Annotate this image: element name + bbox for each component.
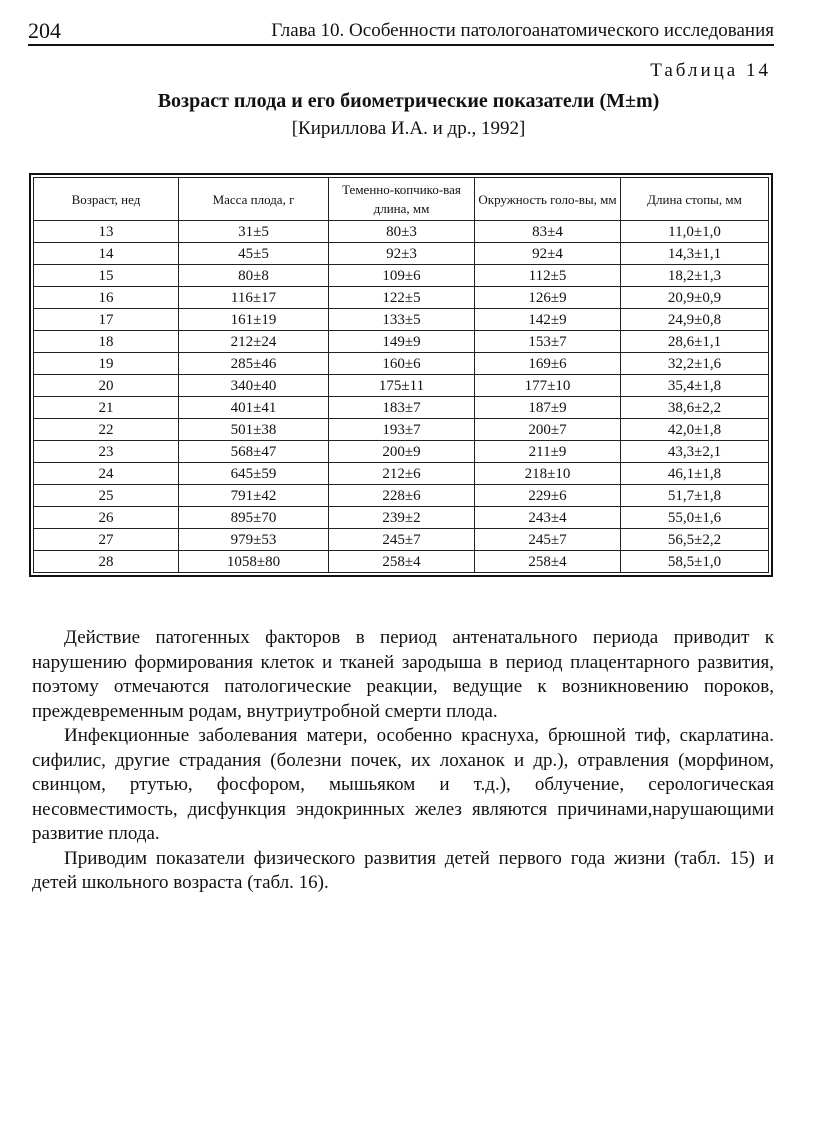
table-row bbox=[34, 375, 769, 397]
cell-crown-rump: 212±6 bbox=[329, 463, 475, 485]
cell-age: 28 bbox=[34, 551, 179, 573]
cell-age: 21 bbox=[34, 397, 179, 419]
cell-foot-length: 43,3±2,1 bbox=[621, 441, 769, 463]
table-row bbox=[34, 419, 769, 441]
cell-head-circumference: 177±10 bbox=[475, 375, 621, 397]
table-row bbox=[34, 441, 769, 463]
biometric-table-frame bbox=[29, 173, 773, 577]
table-row bbox=[34, 397, 769, 419]
table-row bbox=[34, 463, 769, 485]
cell-crown-rump: 133±5 bbox=[329, 309, 475, 331]
table-row bbox=[34, 287, 769, 309]
cell-mass: 212±24 bbox=[179, 331, 329, 353]
table-row bbox=[34, 309, 769, 331]
cell-age: 23 bbox=[34, 441, 179, 463]
cell-crown-rump: 92±3 bbox=[329, 243, 475, 265]
cell-head-circumference: 112±5 bbox=[475, 265, 621, 287]
column-header-age: Возраст, нед bbox=[34, 178, 179, 221]
page-header bbox=[28, 14, 774, 46]
table-row bbox=[34, 243, 769, 265]
cell-head-circumference: 258±4 bbox=[475, 551, 621, 573]
cell-head-circumference: 211±9 bbox=[475, 441, 621, 463]
cell-crown-rump: 122±5 bbox=[329, 287, 475, 309]
cell-head-circumference: 169±6 bbox=[475, 353, 621, 375]
cell-age: 16 bbox=[34, 287, 179, 309]
cell-crown-rump: 258±4 bbox=[329, 551, 475, 573]
cell-head-circumference: 200±7 bbox=[475, 419, 621, 441]
table-title: Возраст плода и его биометрические показатели (M±m) bbox=[157, 90, 660, 112]
cell-crown-rump: 149±9 bbox=[329, 331, 475, 353]
cell-mass: 501±38 bbox=[179, 419, 329, 441]
cell-age: 27 bbox=[34, 529, 179, 551]
cell-head-circumference: 245±7 bbox=[475, 529, 621, 551]
table-header-row bbox=[34, 178, 769, 221]
cell-foot-length: 42,0±1,8 bbox=[621, 419, 769, 441]
cell-mass: 31±5 bbox=[179, 221, 329, 243]
cell-age: 18 bbox=[34, 331, 179, 353]
cell-crown-rump: 245±7 bbox=[329, 529, 475, 551]
cell-mass: 979±53 bbox=[179, 529, 329, 551]
cell-mass: 161±19 bbox=[179, 309, 329, 331]
cell-age: 22 bbox=[34, 419, 179, 441]
cell-mass: 645±59 bbox=[179, 463, 329, 485]
paragraph: Приводим показатели физического развития детей первого года жизни (табл. 15) и детей школьного возраста (табл. 16). bbox=[32, 847, 774, 893]
biometric-table bbox=[33, 177, 769, 573]
paragraph: Действие патогенных факторов в период антенатального периода приводит к нарушению формирования клеток и тканей зародыша в период плацентарного развития, поэтому отмечаются патологические реакции, ведущие к возникновению пороков, преждевременным родам, внутриутробной смерти плода. bbox=[32, 627, 774, 722]
cell-crown-rump: 193±7 bbox=[329, 419, 475, 441]
cell-crown-rump: 183±7 bbox=[329, 397, 475, 419]
cell-foot-length: 38,6±2,2 bbox=[621, 397, 769, 419]
table-body bbox=[34, 221, 769, 573]
table-row bbox=[34, 507, 769, 529]
cell-crown-rump: 175±11 bbox=[329, 375, 475, 397]
cell-foot-length: 14,3±1,1 bbox=[621, 243, 769, 265]
cell-age: 17 bbox=[34, 309, 179, 331]
cell-foot-length: 58,5±1,0 bbox=[621, 551, 769, 573]
running-title: Глава 10. Особенности патологоанатомического исследования bbox=[271, 20, 774, 41]
table-label: Таблица 14 bbox=[650, 60, 771, 81]
cell-head-circumference: 83±4 bbox=[475, 221, 621, 243]
cell-foot-length: 46,1±1,8 bbox=[621, 463, 769, 485]
cell-foot-length: 24,9±0,8 bbox=[621, 309, 769, 331]
cell-foot-length: 18,2±1,3 bbox=[621, 265, 769, 287]
cell-mass: 568±47 bbox=[179, 441, 329, 463]
cell-head-circumference: 92±4 bbox=[475, 243, 621, 265]
table-row bbox=[34, 485, 769, 507]
column-header-foot-length: Длина стопы, мм bbox=[621, 178, 769, 221]
cell-head-circumference: 243±4 bbox=[475, 507, 621, 529]
table-row bbox=[34, 265, 769, 287]
cell-crown-rump: 228±6 bbox=[329, 485, 475, 507]
cell-mass: 80±8 bbox=[179, 265, 329, 287]
page-number: 204 bbox=[28, 18, 61, 43]
paragraph: Инфекционные заболевания матери, особенно краснуха, брюшной тиф, скарлатина. сифилис, другие страдания (болезни почек, их лоханок и др.), отравления (морфином, свинцом, ртутью, фосфором, мышьяком и т.д.), облучение, серологическая несовместимость, дисфункция эндокринных желез являются причинами,нарушающими развитие плода. bbox=[32, 725, 774, 844]
cell-foot-length: 56,5±2,2 bbox=[621, 529, 769, 551]
cell-head-circumference: 229±6 bbox=[475, 485, 621, 507]
cell-age: 19 bbox=[34, 353, 179, 375]
cell-mass: 116±17 bbox=[179, 287, 329, 309]
cell-foot-length: 51,7±1,8 bbox=[621, 485, 769, 507]
cell-head-circumference: 126±9 bbox=[475, 287, 621, 309]
cell-foot-length: 32,2±1,6 bbox=[621, 353, 769, 375]
table-row bbox=[34, 353, 769, 375]
cell-foot-length: 55,0±1,6 bbox=[621, 507, 769, 529]
column-header-head-circumference: Окружность голо-вы, мм bbox=[475, 178, 621, 221]
cell-mass: 791±42 bbox=[179, 485, 329, 507]
cell-crown-rump: 80±3 bbox=[329, 221, 475, 243]
cell-age: 20 bbox=[34, 375, 179, 397]
cell-foot-length: 20,9±0,9 bbox=[621, 287, 769, 309]
cell-age: 13 bbox=[34, 221, 179, 243]
cell-foot-length: 11,0±1,0 bbox=[621, 221, 769, 243]
cell-mass: 895±70 bbox=[179, 507, 329, 529]
cell-age: 26 bbox=[34, 507, 179, 529]
cell-mass: 401±41 bbox=[179, 397, 329, 419]
cell-crown-rump: 239±2 bbox=[329, 507, 475, 529]
cell-head-circumference: 153±7 bbox=[475, 331, 621, 353]
cell-head-circumference: 218±10 bbox=[475, 463, 621, 485]
table-source: [Кириллова И.А. и др., 1992] bbox=[291, 118, 526, 139]
cell-mass: 45±5 bbox=[179, 243, 329, 265]
cell-age: 25 bbox=[34, 485, 179, 507]
cell-head-circumference: 142±9 bbox=[475, 309, 621, 331]
column-header-mass: Масса плода, г bbox=[179, 178, 329, 221]
cell-foot-length: 28,6±1,1 bbox=[621, 331, 769, 353]
cell-mass: 340±40 bbox=[179, 375, 329, 397]
cell-head-circumference: 187±9 bbox=[475, 397, 621, 419]
cell-age: 14 bbox=[34, 243, 179, 265]
table-row bbox=[34, 529, 769, 551]
table-row bbox=[34, 221, 769, 243]
body-text bbox=[32, 626, 774, 896]
cell-mass: 285±46 bbox=[179, 353, 329, 375]
table-row bbox=[34, 551, 769, 573]
column-header-crown-rump: Теменно-копчико-вая длина, мм bbox=[329, 178, 475, 221]
cell-age: 15 bbox=[34, 265, 179, 287]
cell-crown-rump: 109±6 bbox=[329, 265, 475, 287]
cell-crown-rump: 160±6 bbox=[329, 353, 475, 375]
cell-crown-rump: 200±9 bbox=[329, 441, 475, 463]
cell-age: 24 bbox=[34, 463, 179, 485]
table-row bbox=[34, 331, 769, 353]
cell-mass: 1058±80 bbox=[179, 551, 329, 573]
cell-foot-length: 35,4±1,8 bbox=[621, 375, 769, 397]
